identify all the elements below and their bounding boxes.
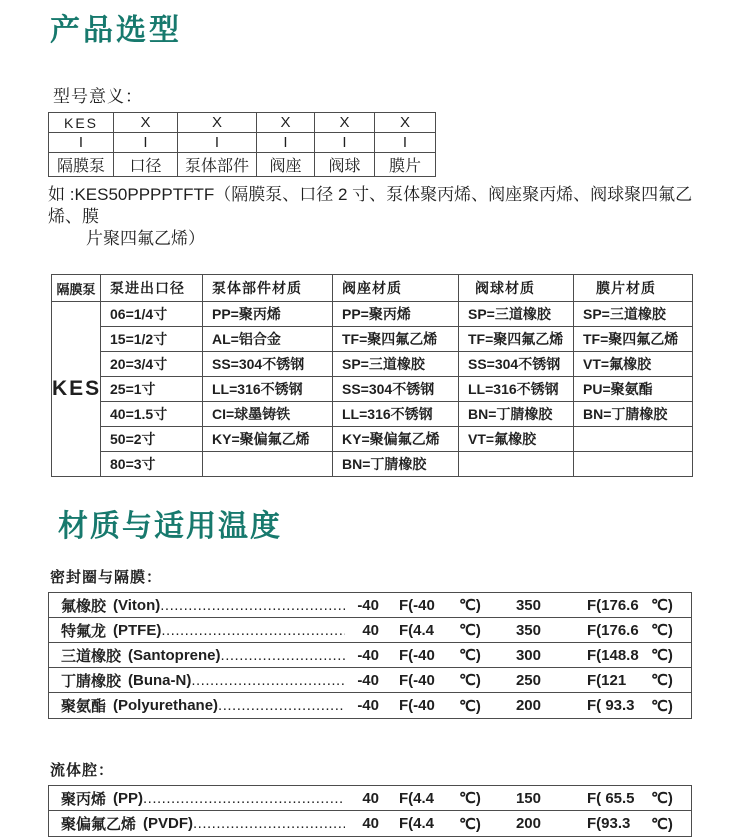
min-temp-unit: ℃): [459, 790, 481, 807]
model-code-cell: I: [257, 133, 315, 153]
min-temp-c: F(-40: [399, 646, 435, 664]
model-code-cell: I: [49, 133, 114, 153]
material-name-en: (Polyurethane): [113, 697, 219, 714]
min-temp-c: F(4.4: [399, 789, 435, 807]
model-code-cell: 隔膜泵: [49, 153, 114, 177]
page-title: 产品选型: [50, 14, 182, 47]
max-temp-unit: ℃): [651, 647, 673, 664]
model-code-cell: 口径: [114, 153, 178, 177]
header-pump-type: 隔膜泵: [52, 275, 101, 302]
table-row: [52, 427, 693, 452]
min-temp-c: F(4.4: [399, 621, 435, 639]
material-name-en: (PTFE): [113, 621, 162, 639]
table-cell: PP=聚丙烯: [203, 302, 333, 327]
table-row: [49, 133, 436, 153]
material-name: 氟橡胶: [61, 597, 107, 615]
model-code-cell: X: [114, 113, 178, 133]
table-cell: SS=304不锈钢: [203, 352, 333, 377]
table-cell: 15=1/2寸: [101, 327, 203, 352]
seal-diaphragm-label: 密封圈与隔膜：: [50, 569, 163, 586]
table-row: [49, 593, 691, 618]
table-cell: LL=316不锈钢: [203, 377, 333, 402]
min-temp-unit: ℃): [459, 697, 481, 715]
max-temp-c: F(121: [587, 671, 627, 689]
table-row: [52, 352, 693, 377]
min-temp-unit: ℃): [459, 622, 481, 639]
min-temp-c: F(-40: [399, 671, 435, 689]
max-temp-f: 350: [515, 596, 541, 614]
min-temp-f: -40: [357, 596, 379, 614]
material-name-en: (PP): [113, 789, 144, 807]
max-temp-unit: ℃): [651, 622, 673, 639]
max-temp-unit: ℃): [651, 672, 673, 689]
dot-leader: [218, 697, 345, 714]
series-name-cell: KES: [52, 302, 101, 477]
table-row: [49, 693, 691, 718]
table-cell: 06=1/4寸: [101, 302, 203, 327]
table-row: [49, 811, 691, 836]
header-ball-material: 阀球材质: [459, 275, 574, 302]
max-temp-c: F(176.6: [587, 596, 639, 614]
table-cell: [574, 427, 693, 452]
material-name: 丁腈橡胶: [61, 672, 122, 690]
model-code-cell: 阀球: [315, 153, 375, 177]
max-temp-f: 150: [515, 789, 541, 807]
dot-leader: [161, 622, 345, 639]
min-temp-f: -40: [357, 671, 379, 689]
table-cell: PP=聚丙烯: [333, 302, 459, 327]
table-cell: PU=聚氨酯: [574, 377, 693, 402]
header-diaphragm-material: 膜片材质: [574, 275, 693, 302]
material-name-en: (Santoprene): [128, 646, 221, 664]
table-row: [49, 153, 436, 177]
table-cell: LL=316不锈钢: [459, 377, 574, 402]
model-code-cell: I: [178, 133, 257, 153]
fluid-temperature-table: [48, 785, 692, 837]
table-row: [49, 786, 691, 811]
max-temp-f: 200: [515, 815, 541, 832]
material-selection-table: [51, 274, 693, 477]
table-row: [52, 402, 693, 427]
header-port-size: 泵进出口径: [101, 275, 203, 302]
material-name: 聚丙烯: [61, 790, 107, 808]
model-code-cell: I: [315, 133, 375, 153]
max-temp-f: 200: [515, 697, 541, 714]
max-temp-unit: ℃): [651, 815, 673, 833]
max-temp-c: F( 65.5: [587, 789, 635, 807]
table-cell: 20=3/4寸: [101, 352, 203, 377]
material-name-en: (Viton): [113, 596, 161, 614]
min-temp-f: 40: [362, 789, 379, 807]
table-cell: [459, 452, 574, 477]
min-temp-f: 40: [362, 621, 379, 639]
model-code-cell: X: [178, 113, 257, 133]
table-cell: LL=316不锈钢: [333, 402, 459, 427]
max-temp-unit: ℃): [651, 790, 673, 807]
max-temp-c: F(93.3: [587, 815, 631, 832]
table-row: [49, 668, 691, 693]
model-example-line2: 片聚四氟乙烯）: [86, 229, 205, 248]
model-example: [48, 184, 708, 250]
max-temp-f: 350: [515, 621, 541, 639]
model-code-cell: 泵体部件: [178, 153, 257, 177]
table-cell: SP=三道橡胶: [333, 352, 459, 377]
table-cell: CI=球墨铸铁: [203, 402, 333, 427]
min-temp-unit: ℃): [459, 672, 481, 689]
fluid-chamber-label: 流体腔：: [50, 762, 115, 779]
table-cell: SS=304不锈钢: [333, 377, 459, 402]
dot-leader: [191, 672, 345, 689]
max-temp-f: 300: [515, 646, 541, 664]
table-cell: BN=丁腈橡胶: [574, 402, 693, 427]
table-row: [52, 327, 693, 352]
table-cell: SS=304不锈钢: [459, 352, 574, 377]
dot-leader: [160, 597, 345, 614]
model-code-cell: 膜片: [375, 153, 436, 177]
model-code-cell: X: [375, 113, 436, 133]
table-row: [49, 113, 436, 133]
min-temp-f: -40: [357, 697, 379, 714]
table-cell: TF=聚四氟乙烯: [333, 327, 459, 352]
material-name-en: (Buna-N): [128, 671, 192, 689]
model-code-cell: KES: [49, 113, 114, 133]
table-cell: TF=聚四氟乙烯: [459, 327, 574, 352]
table-cell: KY=聚偏氟乙烯: [203, 427, 333, 452]
section-title-materials-temperature: 材质与适用温度: [58, 510, 282, 543]
model-code-table: [48, 112, 436, 177]
min-temp-unit: ℃): [459, 597, 481, 614]
max-temp-f: 250: [515, 671, 541, 689]
table-cell: VT=氟橡胶: [574, 352, 693, 377]
table-header-row: [52, 275, 693, 302]
model-code-cell: I: [114, 133, 178, 153]
dot-leader: [221, 647, 345, 664]
material-name: 聚偏氟乙烯: [61, 816, 137, 833]
model-code-cell: I: [375, 133, 436, 153]
min-temp-c: F(-40: [399, 596, 435, 614]
table-row: [52, 302, 693, 327]
table-cell: BN=丁腈橡胶: [459, 402, 574, 427]
table-row: [49, 643, 691, 668]
material-name: 聚氨酯: [61, 698, 107, 715]
material-name-en: (PVDF): [143, 815, 194, 832]
max-temp-c: F( 93.3: [587, 697, 635, 714]
seal-temperature-table: [48, 592, 692, 719]
model-code-cell: X: [315, 113, 375, 133]
min-temp-c: F(4.4: [399, 815, 435, 832]
table-cell: TF=聚四氟乙烯: [574, 327, 693, 352]
table-cell: 25=1寸: [101, 377, 203, 402]
max-temp-c: F(176.6: [587, 621, 639, 639]
max-temp-unit: ℃): [651, 697, 673, 715]
table-cell: [203, 452, 333, 477]
table-cell: AL=铝合金: [203, 327, 333, 352]
table-cell: SP=三道橡胶: [459, 302, 574, 327]
dot-leader: [143, 790, 345, 807]
material-name: 三道橡胶: [61, 647, 122, 665]
table-cell: 80=3寸: [101, 452, 203, 477]
table-cell: 50=2寸: [101, 427, 203, 452]
table-cell: KY=聚偏氟乙烯: [333, 427, 459, 452]
header-body-material: 泵体部件材质: [203, 275, 333, 302]
max-temp-unit: ℃): [651, 597, 673, 614]
table-cell: SP=三道橡胶: [574, 302, 693, 327]
min-temp-c: F(-40: [399, 697, 435, 714]
header-seat-material: 阀座材质: [333, 275, 459, 302]
table-cell: 40=1.5寸: [101, 402, 203, 427]
model-code-cell: 阀座: [257, 153, 315, 177]
model-example-line1: 如 :KES50PPPPTFTF（隔膜泵、口径 2 寸、泵体聚丙烯、阀座聚丙烯、阀球聚四氟乙烯、膜: [48, 185, 693, 226]
model-code-cell: X: [257, 113, 315, 133]
dot-leader: [193, 815, 345, 832]
table-row: [49, 618, 691, 643]
max-temp-c: F(148.8: [587, 646, 639, 664]
table-row: [52, 377, 693, 402]
table-cell: [574, 452, 693, 477]
model-meaning-label: 型号意义：: [53, 87, 143, 106]
table-cell: VT=氟橡胶: [459, 427, 574, 452]
min-temp-unit: ℃): [459, 647, 481, 664]
table-row: [52, 452, 693, 477]
table-cell: BN=丁腈橡胶: [333, 452, 459, 477]
min-temp-unit: ℃): [459, 815, 481, 833]
min-temp-f: 40: [362, 815, 379, 832]
material-name: 特氟龙: [61, 622, 107, 640]
min-temp-f: -40: [357, 646, 379, 664]
